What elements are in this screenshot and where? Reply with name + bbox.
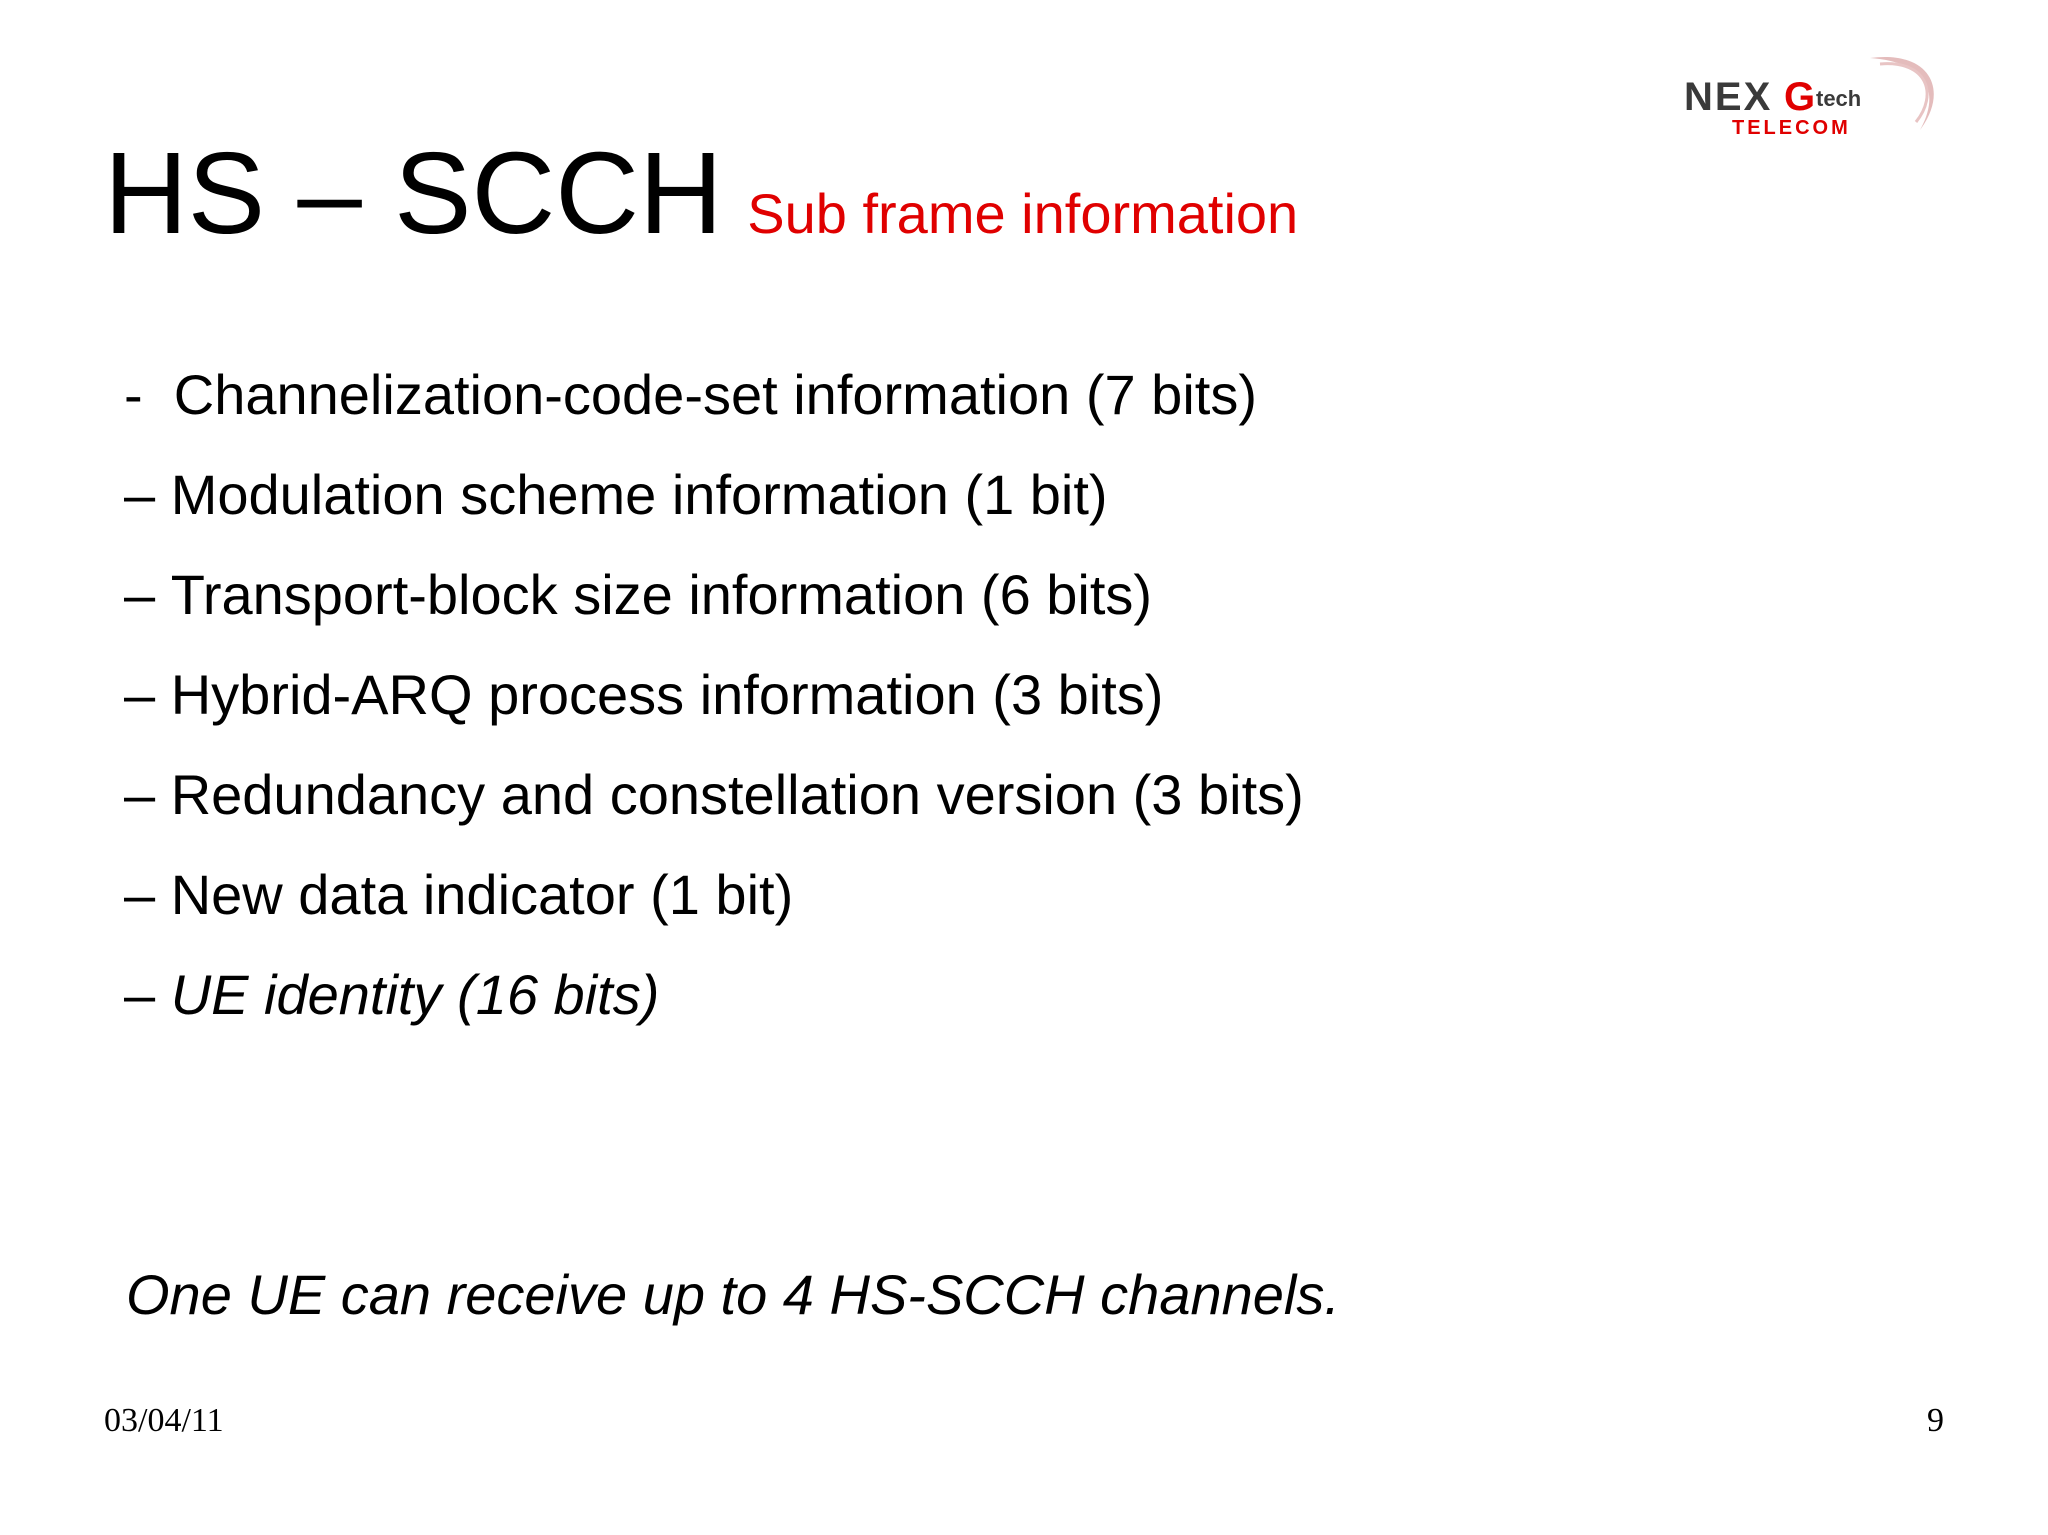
bullet-marker: – (124, 563, 171, 626)
bullet-text: Transport-block size information (6 bits) (170, 563, 1153, 626)
title-row (104, 128, 1298, 258)
list-item (124, 560, 1304, 660)
list-item (124, 760, 1304, 860)
bullet-text: Channelization-code-set information (7 bits) (173, 363, 1257, 426)
nexgtech-logo-icon (1680, 50, 1960, 150)
list-item (124, 460, 1304, 560)
list-item (124, 360, 1304, 460)
svg-text:tech: tech (1816, 86, 1862, 111)
bullet-text: Hybrid-ARQ process information (3 bits) (170, 663, 1164, 726)
svg-text:G: G (1784, 75, 1816, 119)
bullet-marker: – (124, 863, 171, 926)
bullet-marker: - (124, 363, 174, 426)
bullet-list (124, 360, 1304, 1060)
slide-note: One UE can receive up to 4 HS-SCCH channels. (126, 1263, 1340, 1326)
footer-date: 03/04/11 (104, 1402, 224, 1439)
bullet-marker: – (124, 463, 171, 526)
page-subtitle: Sub frame information (747, 182, 1299, 245)
svg-text:TELECOM: TELECOM (1732, 117, 1851, 139)
bullet-text: Modulation scheme information (1 bit) (170, 463, 1108, 526)
bullet-text-italic: UE identity (16 bits) (170, 963, 660, 1026)
bullet-text: New data indicator (1 bit) (170, 863, 794, 926)
bullet-marker: – (124, 963, 171, 1026)
bullet-text: Redundancy and constellation version (3 bits) (170, 763, 1304, 826)
page-title: HS – SCCH (104, 128, 723, 258)
bullet-marker: – (124, 763, 171, 826)
page-number: 9 (1927, 1402, 1944, 1439)
list-item (124, 960, 1304, 1060)
company-logo (1680, 50, 1960, 150)
list-item (124, 660, 1304, 760)
list-item (124, 860, 1304, 960)
bullet-marker: – (124, 663, 171, 726)
svg-text:NEX: NEX (1684, 75, 1773, 119)
